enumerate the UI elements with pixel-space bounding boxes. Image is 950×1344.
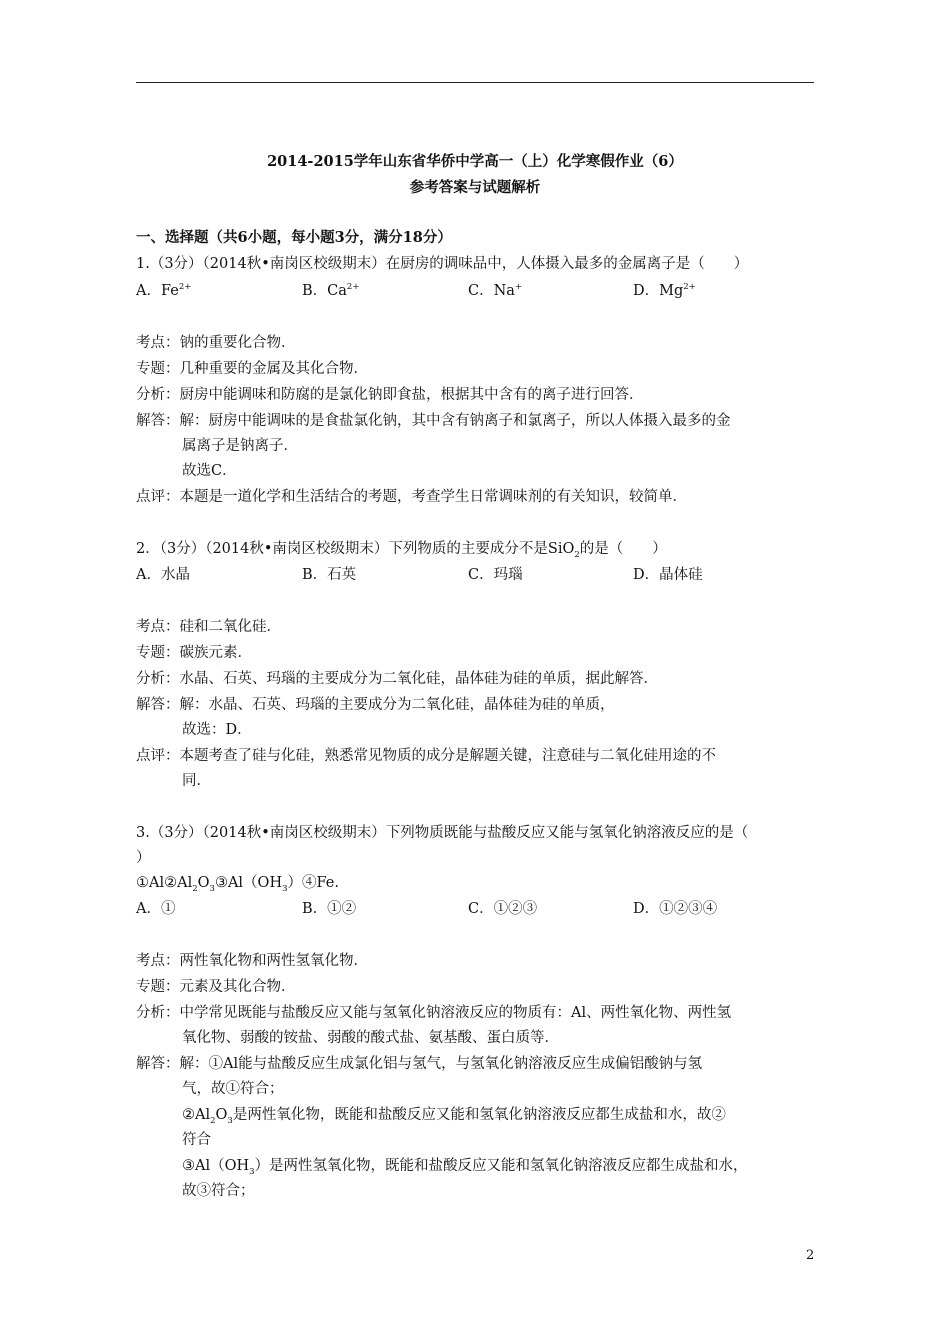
- q1-jieda-line2: 属离子是钠离子．: [182, 438, 298, 454]
- q3-option-b: B．①②: [302, 901, 357, 917]
- q2-dianping-line1: 点评：本题考查了硅与化硅，熟悉常见物质的成分是解题关键，注意硅与二氧化硅用途的不: [136, 748, 716, 764]
- q2-kaodian: 考点：硅和二氧化硅．: [136, 619, 281, 635]
- question-2-stem: 2．（3分）（2014秋•南岗区校级期末）下列物质的主要成分不是SiO$_2$的是（ ）: [136, 541, 667, 560]
- q3-option-d: D．①②③④: [633, 901, 718, 917]
- document-subtitle: 参考答案与试题解析: [409, 179, 541, 196]
- q3-jieda-line6: 故③符合；: [182, 1183, 255, 1199]
- q2-option-a: A．水晶: [136, 567, 190, 583]
- q2-option-d: D．晶体硅: [633, 567, 703, 583]
- q3-jieda-line2: 气，故①符合；: [182, 1081, 284, 1097]
- q2-jieda-line1: 解答：解：水晶、石英、玛瑙的主要成分为二氧化硅，晶体硅为硅的单质，: [136, 697, 615, 713]
- q3-fenxi-line1: 分析：中学常见既能与盐酸反应又能与氢氧化钠溶液反应的物质有：Al、两性氧化物、两性氢: [136, 1005, 732, 1021]
- q2-option-c: C．玛瑙: [468, 567, 523, 583]
- q1-zhuanti: 专题：几种重要的金属及其化合物．: [136, 361, 368, 377]
- q1-dianping: 点评：本题是一道化学和生活结合的考题，考查学生日常调味剂的有关知识，较简单．: [136, 489, 687, 505]
- section-heading: 一、选择题（共6小题，每小题3分，满分18分）: [136, 229, 452, 246]
- q1-option-c: C．Na+: [468, 282, 523, 299]
- q1-option-a: A．$Fe^{2+}$: [136, 282, 192, 299]
- q2-dianping-line2: 同．: [182, 773, 211, 789]
- q3-jieda-line3: $②Al_2O_3$是两性氧化物，既能和盐酸反应又能和氢氧化钠溶液反应都生成盐和水，故②: [182, 1107, 726, 1126]
- page-number: 2: [806, 1248, 815, 1263]
- q2-zhuanti: 专题：碳族元素．: [136, 645, 252, 661]
- q1-kaodian: 考点：钠的重要化合物．: [136, 335, 296, 351]
- header-rule: [136, 82, 814, 83]
- q3-fenxi-line2: 氧化物、弱酸的铵盐、弱酸的酸式盐、氨基酸、蛋白质等．: [182, 1030, 559, 1046]
- q1-option-d: D．$Mg^{2+}$: [633, 282, 696, 299]
- q3-jieda-line5: $③Al(OH_3)$是两性氢氧化物，既能和盐酸反应又能和氢氧化钠溶液反应都生成盐和水，: [182, 1158, 748, 1177]
- q1-jieda-line3: 故选C．: [182, 463, 237, 479]
- q2-fenxi: 分析：水晶、石英、玛瑙的主要成分为二氧化硅，晶体硅为硅的单质，据此解答．: [136, 671, 658, 687]
- q3-items: $①Al②Al_2O_3③Al(OH_3)④Fe$.: [136, 875, 339, 894]
- q1-fenxi: 分析：厨房中能调味和防腐的是氯化钠即食盐，根据其中含有的离子进行回答．: [136, 387, 644, 403]
- question-3-stem-line1: 3.（3分）（2014秋•南岗区校级期末）下列物质既能与盐酸反应又能与氢氧化钠溶液反应的是（: [136, 825, 749, 841]
- q3-kaodian: 考点：两性氧化物和两性氢氧化物．: [136, 953, 368, 969]
- question-1-stem: 1.（3分）（2014秋•南岗区校级期末）在厨房的调味品中，人体摄入最多的金属离子是（ ）: [136, 256, 749, 272]
- q1-option-b: B．$Ca^{2+}$: [302, 282, 360, 299]
- q2-option-b: B．石英: [302, 567, 357, 583]
- q3-jieda-line4: 符合: [182, 1132, 211, 1148]
- q3-jieda-line1: 解答：解：①Al能与盐酸反应生成氯化铝与氢气，与氢氧化钠溶液反应生成偏铝酸钠与氢: [136, 1056, 703, 1072]
- document-title: 2014-2015学年山东省华侨中学高一（上）化学寒假作业（6）: [267, 153, 683, 170]
- q1-jieda-line1: 解答：解：厨房中能调味的是食盐氯化钠，其中含有钠离子和氯离子，所以人体摄入最多的金: [136, 413, 731, 429]
- q3-option-a: A．①: [136, 901, 176, 917]
- q3-zhuanti: 专题：元素及其化合物．: [136, 979, 296, 995]
- q3-option-c: C．①②③: [468, 901, 538, 917]
- q2-jieda-line2: 故选：D．: [182, 722, 252, 738]
- question-3-stem-line2: ）: [136, 850, 151, 866]
